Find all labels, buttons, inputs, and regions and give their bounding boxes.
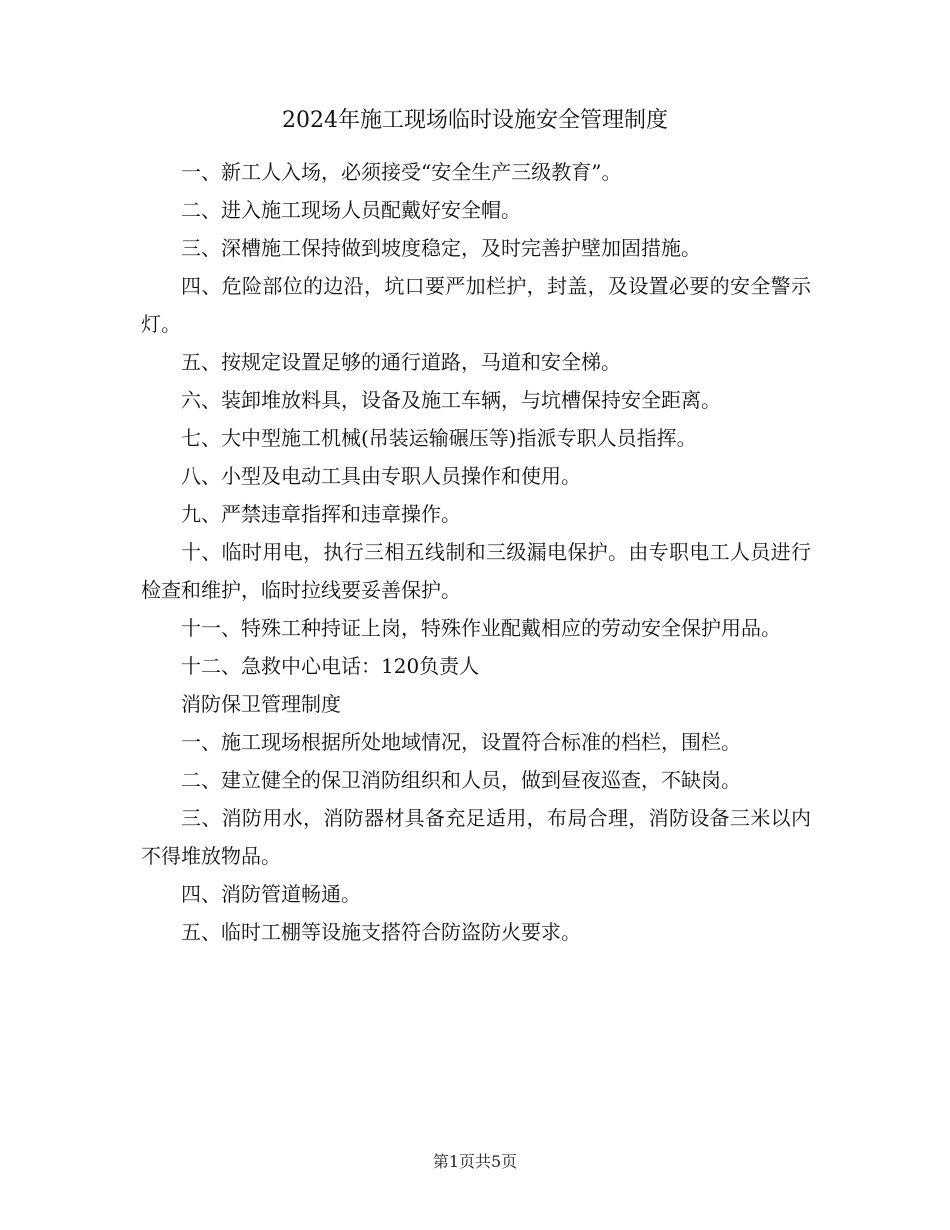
- paragraph-5: 五、按规定设置足够的通行道路，马道和安全梯。: [181, 350, 621, 374]
- document-body: [141, 153, 811, 951]
- document-title: 2024年施工现场临时设施安全管理制度: [282, 108, 668, 133]
- page-number: 第1页共5页: [432, 1152, 518, 1171]
- paragraph-6: 六、装卸堆放料具，设备及施工车辆，与坑槽保持安全距离。: [181, 388, 721, 412]
- paragraph-15: 三、消防用水，消防器材具备充足适用，布局合理，消防设备三米以内不得堆放物品。: [141, 806, 811, 868]
- paragraph-11: 十一、特殊工种持证上岗，特殊作业配戴相应的劳动安全保护用品。: [181, 616, 781, 640]
- paragraph-4: 四、危险部位的边沿，坑口要严加栏护，封盖，及设置必要的安全警示灯。: [141, 274, 811, 336]
- paragraph-17: 五、临时工棚等设施支搭符合防盗防火要求。: [181, 920, 581, 944]
- paragraph-3: 三、深槽施工保持做到坡度稳定，及时完善护壁加固措施。: [181, 236, 701, 260]
- paragraph-1: 一、新工人入场，必须接受“安全生产三级教育”。: [181, 160, 622, 184]
- paragraph-9: 九、严禁违章指挥和违章操作。: [181, 502, 461, 526]
- paragraph-16: 四、消防管道畅通。: [181, 882, 361, 906]
- paragraph-12: 十二、急救中心电话：120负责人: [181, 654, 480, 678]
- paragraph-13: 一、施工现场根据所处地域情况，设置符合标准的档栏，围栏。: [181, 730, 741, 754]
- paragraph-10: 十、临时用电，执行三相五线制和三级漏电保护。由专职电工人员进行检查和维护，临时拉线要妥善保护。: [141, 540, 811, 602]
- paragraph-2: 二、进入施工现场人员配戴好安全帽。: [181, 198, 521, 222]
- paragraph-14: 二、建立健全的保卫消防组织和人员，做到昼夜巡查，不缺岗。: [181, 768, 741, 792]
- section-heading: 消防保卫管理制度: [181, 692, 341, 716]
- paragraph-8: 八、小型及电动工具由专职人员操作和使用。: [181, 464, 581, 488]
- paragraph-7: 七、大中型施工机械(吊装运输碾压等)指派专职人员指挥。: [181, 426, 697, 450]
